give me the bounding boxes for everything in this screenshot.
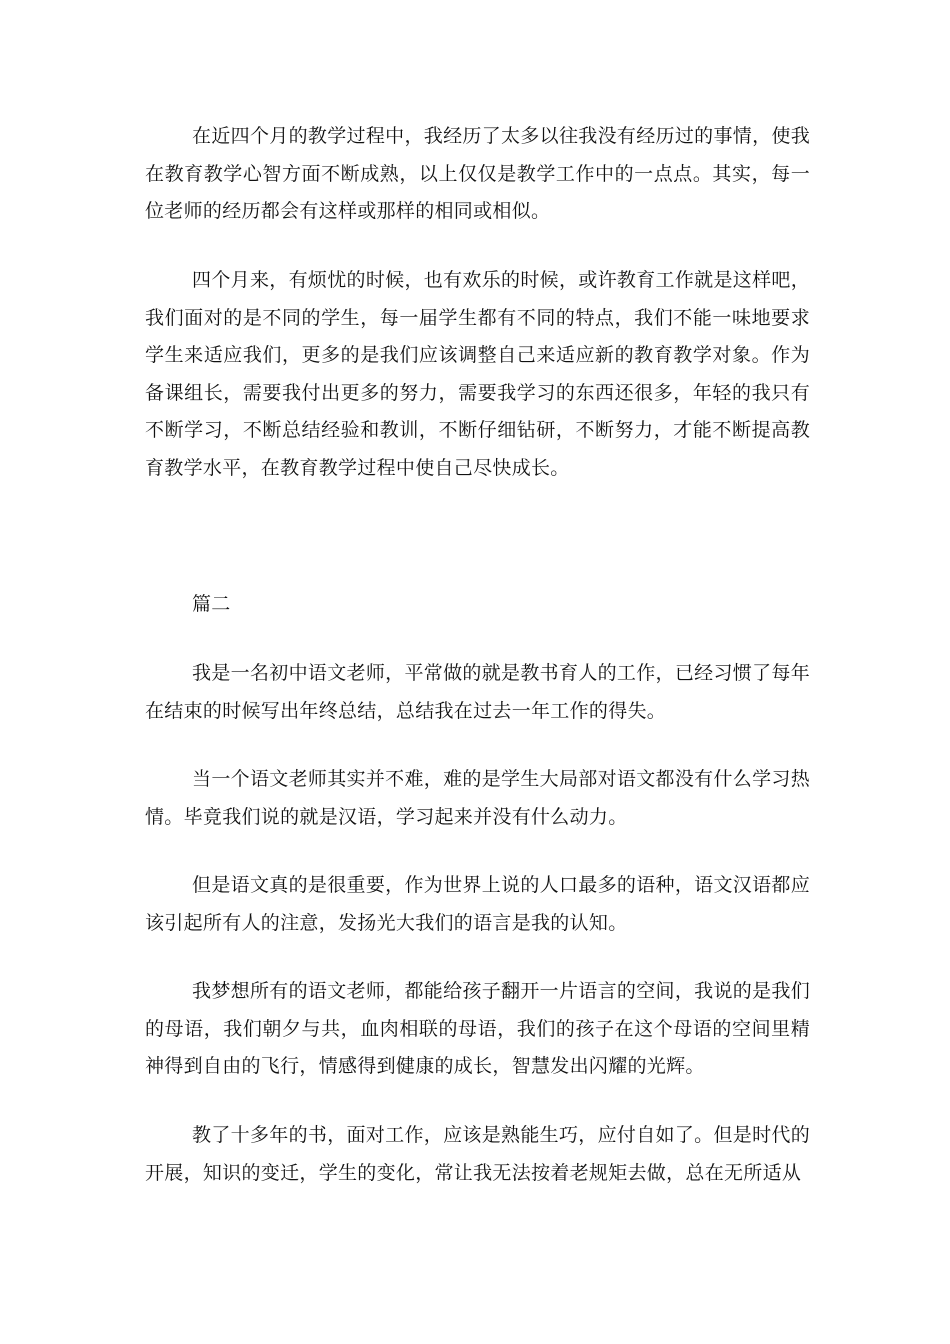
paragraph: 在近四个月的教学过程中，我经历了太多以往我没有经历过的事情，使我在教育教学心智方面不断成熟，以上仅仅是教学工作中的一点点。其实，每一位老师的经历都会有这样或那样的相同或相似。 [145, 125, 810, 222]
paragraph: 四个月来，有烦忧的时候，也有欢乐的时候，或许教育工作就是这样吧，我们面对的是不同的学生，每一届学生都有不同的特点，我们不能一味地要求学生来适应我们，更多的是我们应该调整自己来适应新的教育教学对象。作为备课组长，需要我付出更多的努力，需要我学习的东西还很多，年轻的我只有不断学习，不断总结经验和教训，不断仔细钻研，不断努力，才能不断提高教育教学水平，在教育教学过程中使自己尽快成长。 [145, 269, 810, 479]
paragraph: 但是语文真的是很重要，作为世界上说的人口最多的语种，语文汉语都应该引起所有人的注意，发扬光大我们的语言是我的认知。 [145, 874, 810, 934]
paragraph: 教了十多年的书，面对工作，应该是熟能生巧，应付自如了。但是时代的开展，知识的变迁，学生的变化，常让我无法按着老规矩去做，总在无所适从 [145, 1124, 810, 1184]
paragraph: 我是一名初中语文老师，平常做的就是教书育人的工作，已经习惯了每年在结束的时候写出年终总结，总结我在过去一年工作的得失。 [145, 662, 810, 722]
paragraph: 当一个语文老师其实并不难，难的是学生大局部对语文都没有什么学习热情。毕竟我们说的就是汉语，学习起来并没有什么动力。 [145, 768, 810, 828]
paragraph: 我梦想所有的语文老师，都能给孩子翻开一片语言的空间，我说的是我们的母语，我们朝夕与共，血肉相联的母语，我们的孩子在这个母语的空间里精神得到自由的飞行，情感得到健康的成长，智慧发出闪耀的光辉。 [145, 980, 810, 1077]
section-heading: 篇二 [192, 593, 231, 615]
